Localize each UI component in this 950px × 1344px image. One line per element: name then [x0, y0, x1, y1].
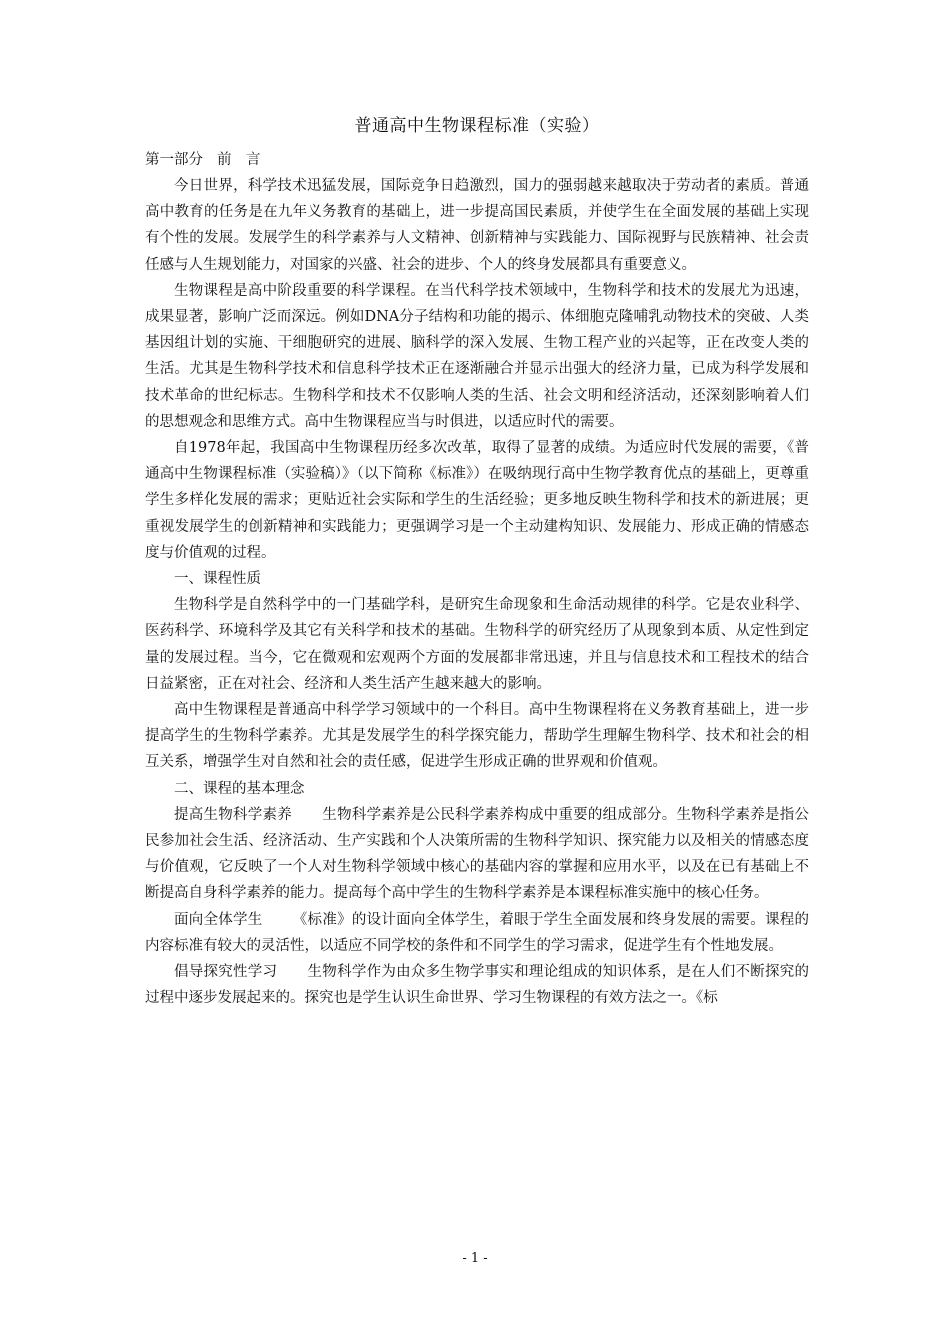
concept-lead: 倡导探究性学习: [174, 964, 278, 981]
section-heading: 二、课程的基本理念: [174, 780, 305, 797]
part-name: 前 言: [217, 152, 261, 168]
document-title: 普通高中生物课程标准（实验）: [354, 116, 600, 136]
paragraph: 高中生物课程是普通高中科学学习领域中的一个科目。高中生物课程将在义务教育基础上，进一步提高学生的生物科学素养。尤其是发展学生的科学探究能力，帮助学生理解生物科学、技术和社会的相互关系，增强学生对自然和社会的责任感，促进学生形成正确的世界观和价值观。: [145, 702, 809, 771]
paragraph: 生物课程是高中阶段重要的科学课程。在当代科学技术领域中，生物科学和技术的发展尤为迅速，成果显著，影响广泛而深远。例如DNA分子结构和功能的揭示、体细胞克隆哺乳动物技术的突破、人类基因组计划的实施、干细胞研究的进展、脑科学的深入发展、生物工程产业的兴起等，正在改变人类的生活。尤其是生物科学技术和信息科学技术正在逐渐融合并显示出强大的经济力量，已成为科学发展和技术革命的世纪标志。生物科学和技术不仅影响人类的生活、社会文明和经济活动，还深刻影响着人们的思想观念和思维方式。高中生物课程应当与时俱进，以适应时代的需要。: [145, 282, 809, 430]
concept-lead: 提高生物科学素养: [174, 806, 293, 823]
concept-lead: 面向全体学生: [174, 911, 263, 928]
paragraph: 自1978年起，我国高中生物课程历经多次改革，取得了显著的成绩。为适应时代发展的需要，《普通高中生物课程标准（实验稿）》（以下简称《标准》）在吸纳现行高中生物学教育优点的基础上，更尊重学生多样化发展的需求；更贴近社会实际和学生的生活经验；更多地反映生物科学和技术的新进展；更重视发展学生的创新精神和实践能力；更强调学习是一个主动建构知识、发展能力、形成正确的情感态度与价值观的过程。: [145, 440, 809, 561]
concept-item: [145, 959, 809, 1011]
document-body: [145, 112, 809, 1012]
section-heading: 一、课程性质: [174, 571, 261, 588]
paragraph: 今日世界，科学技术迅猛发展，国际竞争日趋激烈，国力的强弱越来越取决于劳动者的素质。普通高中教育的任务是在九年义务教育的基础上，进一步提高国民素质，并使学生在全面发展的基础上实现有个性的发展。发展学生的科学素养与人文精神、创新精神与实践能力、国际视野与民族精神、社会责任感与人生规划能力，对国家的兴盛、社会的进步、个人的终身发展都具有重要意义。: [145, 178, 809, 273]
concept-text: 生物科学作为由众多生物学事实和理论组成的知识体系，是在人们不断探究的过程中逐步发展起来的。探究也是学生认识生命世界、学习生物课程的有效方法之一。《标: [145, 964, 810, 1007]
part-heading: [145, 147, 809, 173]
concept-text: 生物科学素养是公民科学素养构成中重要的组成部分。生物科学素养是指公民参加社会生活、经济活动、生产实践和个人决策所需的生物科学知识、探究能力以及相关的情感态度与价值观，它反映了一个人对生物科学领域中核心的基础内容的掌握和应用水平，以及在已有基础上不断提高自身科学素养的能力。提高每个高中学生的生物科学素养是本课程标准实施中的核心任务。: [145, 806, 810, 902]
part-label: 第一部分: [145, 152, 203, 168]
concept-item: [145, 802, 809, 907]
concept-item: [145, 907, 809, 959]
paragraph: 生物科学是自然科学中的一门基础学科，是研究生命现象和生命活动规律的科学。它是农业科学、医药科学、环境科学及其它有关科学和技术的基础。生物科学的研究经历了从现象到本质、从定性到定量的发展过程。当今，它在微观和宏观两个方面的发展都非常迅速，并且与信息技术和工程技术的结合日益紧密，正在对社会、经济和人类生活产生越来越大的影响。: [145, 597, 809, 692]
page-number: - 1 -: [462, 1251, 488, 1266]
concept-text: 《标准》的设计面向全体学生，着眼于学生全面发展和终身发展的需要。课程的内容标准有较大的灵活性，以适应不同学校的条件和不同学生的学习需求，促进学生有个性地发展。: [145, 911, 810, 954]
